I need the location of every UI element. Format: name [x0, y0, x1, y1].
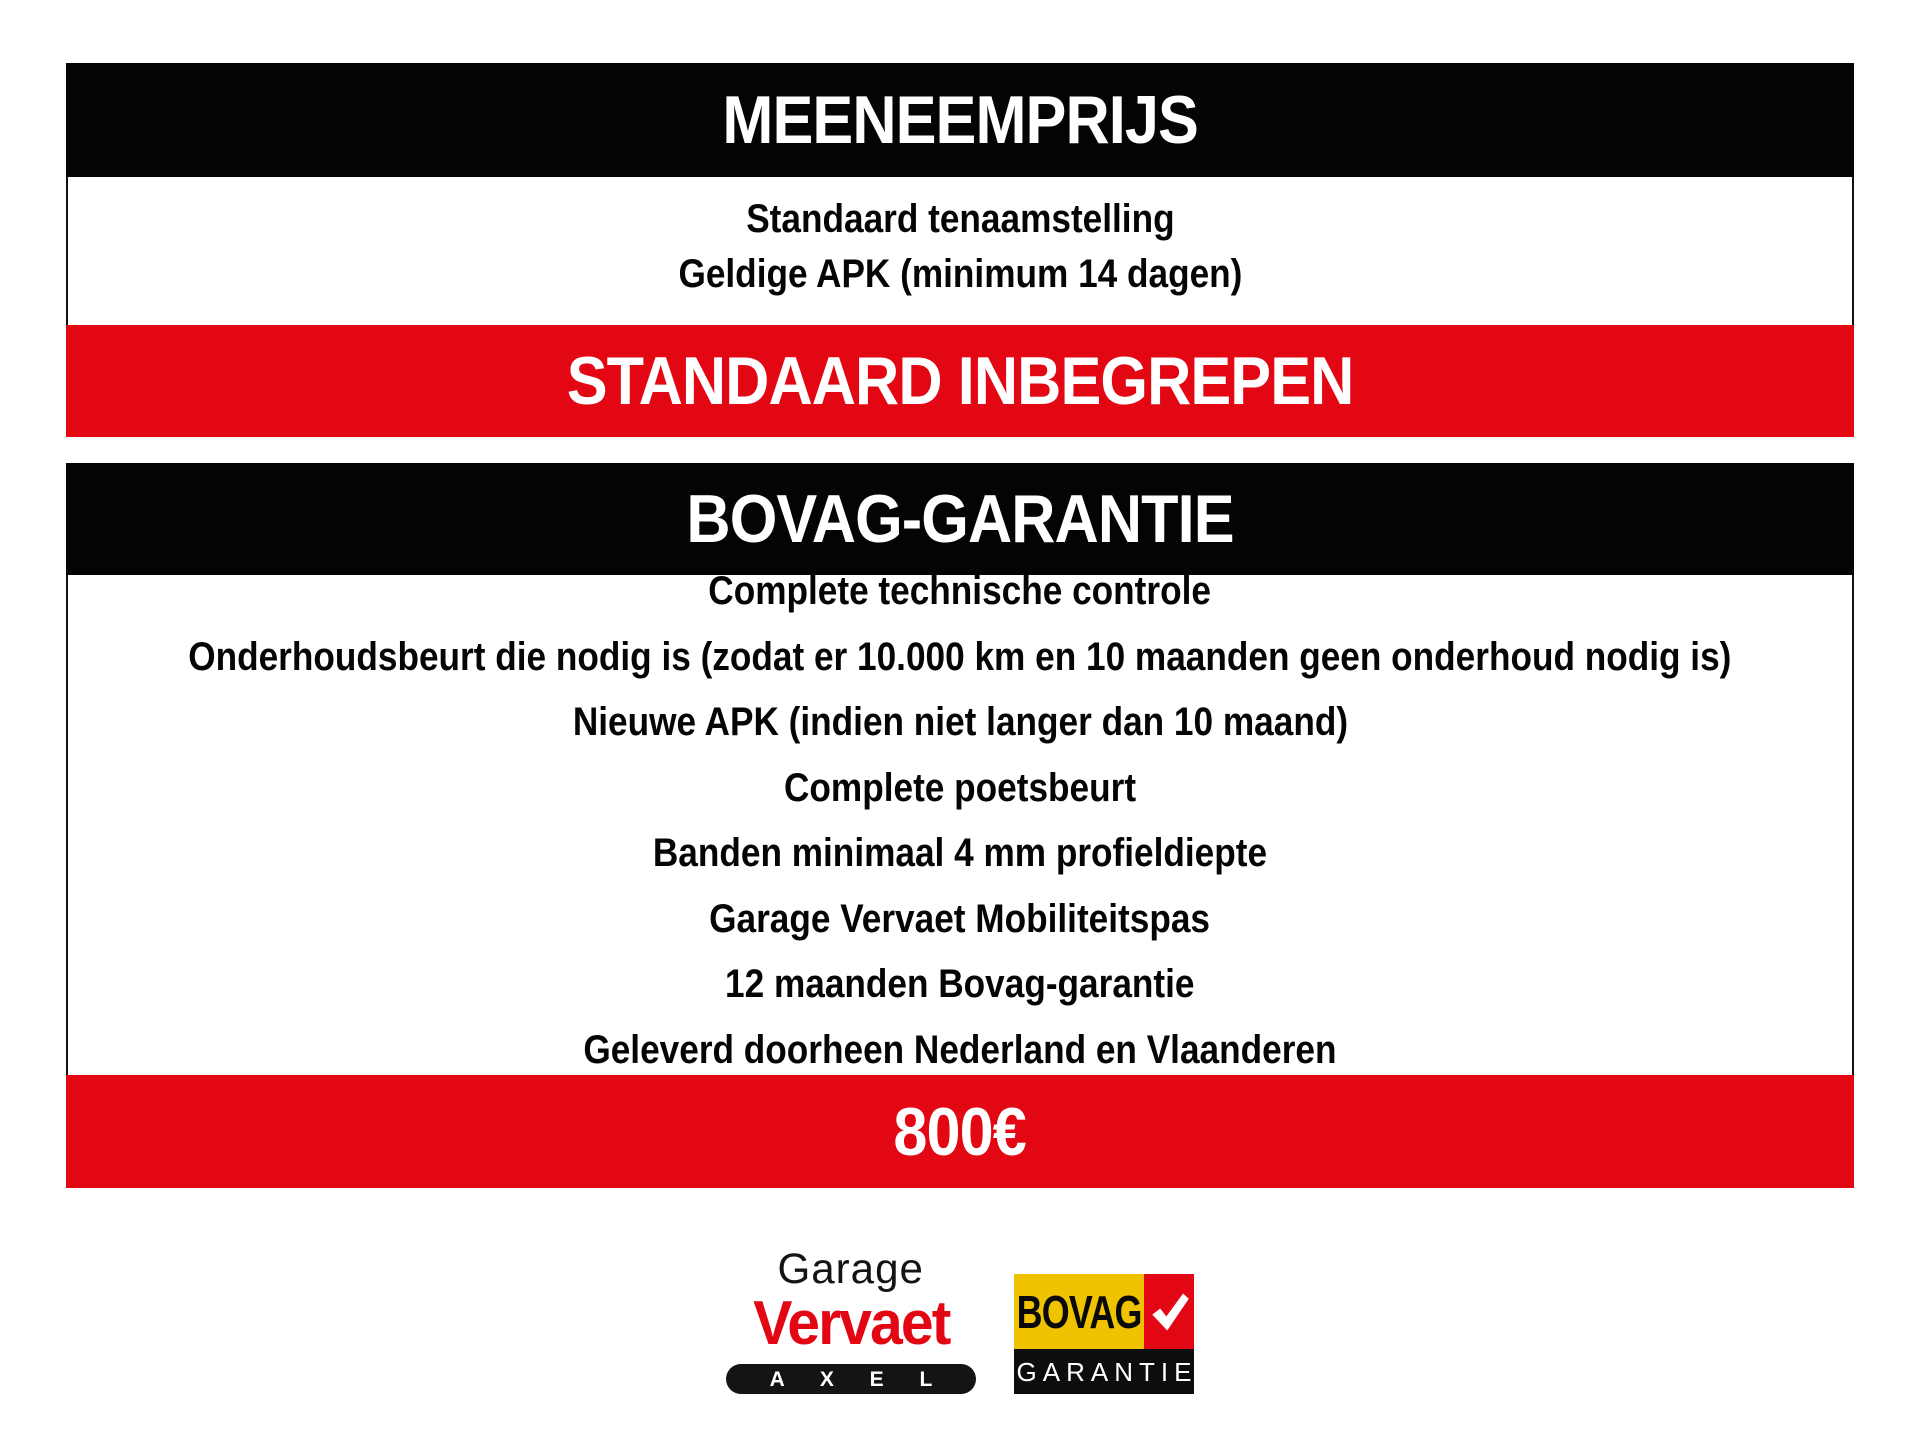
- list-item: Geldige APK (minimum 14 dagen): [678, 252, 1242, 296]
- bovag-logo-bottom: [1014, 1349, 1198, 1394]
- bovag-garantie-title: BOVAG-GARANTIE: [686, 481, 1234, 557]
- price-banner: [66, 1075, 1854, 1188]
- meeneemprijs-title: MEENEEMPRIJS: [722, 82, 1198, 158]
- bovag-logo-top: [1014, 1274, 1194, 1349]
- bovag-logo-yellow-panel: [1014, 1274, 1144, 1349]
- meeneemprijs-header-banner: [66, 63, 1854, 177]
- list-item: Geleverd doorheen Nederland en Vlaanderen: [583, 1027, 1337, 1072]
- garage-wordmark: Garage: [777, 1245, 925, 1293]
- bovag-garantie-header-banner: [66, 463, 1854, 575]
- footer-logos: [66, 1245, 1854, 1394]
- bovag-check-icon: [1147, 1290, 1191, 1334]
- vervaet-wordmark: Vervaet: [752, 1289, 950, 1358]
- axel-badge-label: A X E L: [769, 1367, 948, 1391]
- bovag-garantie-card: [66, 463, 1854, 1188]
- list-item: Banden minimaal 4 mm profieldiepte: [652, 831, 1268, 875]
- standaard-inbegrepen-banner: [66, 325, 1854, 437]
- bovag-garantie-body: [66, 569, 1854, 1075]
- list-item: Complete technische controle: [708, 569, 1212, 613]
- price-text: 800€: [893, 1093, 1027, 1170]
- garage-vervaet-logo: [726, 1245, 976, 1394]
- meeneemprijs-card: [66, 63, 1854, 437]
- bovag-garantie-logo: [1014, 1274, 1198, 1394]
- bovag-logo-red-panel: [1144, 1274, 1194, 1349]
- list-item: Nieuwe APK (indien niet langer dan 10 maand): [572, 700, 1348, 744]
- standaard-inbegrepen-title: STANDAARD INBEGREPEN: [566, 343, 1354, 419]
- list-item: 12 maanden Bovag-garantie: [725, 962, 1195, 1006]
- list-item: Garage Vervaet Mobiliteitspas: [709, 896, 1211, 941]
- list-item: Complete poetsbeurt: [783, 765, 1137, 810]
- axel-badge: [726, 1364, 976, 1394]
- list-item: Standaard tenaamstelling: [745, 197, 1175, 241]
- bovag-wordmark: BOVAG: [1016, 1285, 1142, 1338]
- garantie-wordmark: GARANTIE: [1016, 1356, 1198, 1387]
- meeneemprijs-body: [66, 177, 1854, 325]
- list-item: Onderhoudsbeurt die nodig is (zodat er 10.000 km en 10 maanden geen onderhoud nodig is): [188, 634, 1732, 679]
